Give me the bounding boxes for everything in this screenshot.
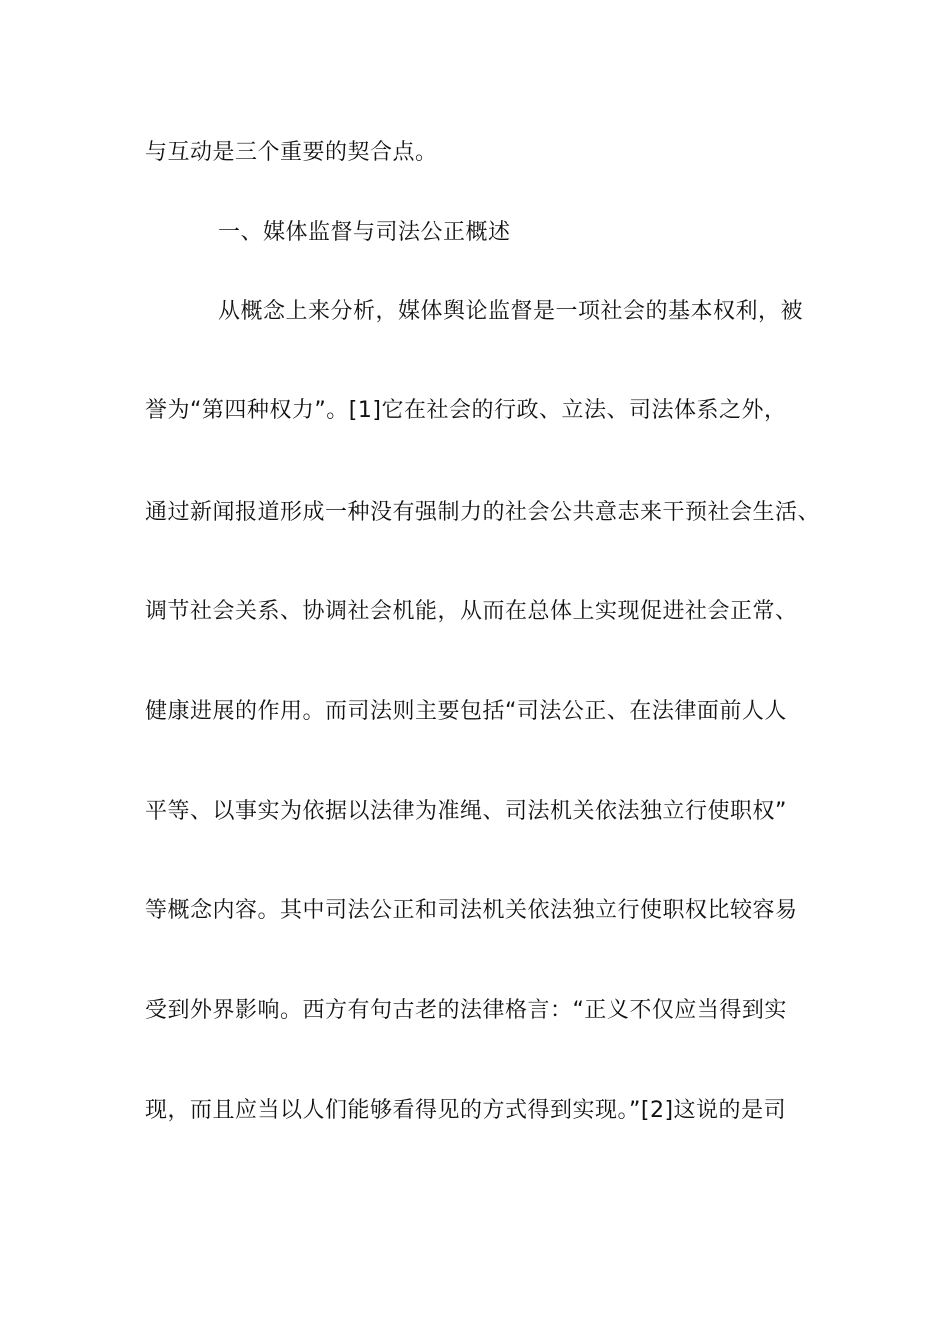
paragraph-line: 平等、以事实为依据以法律为准绳、司法机关依法独立行使职权”: [145, 799, 787, 824]
paragraph-line: 通过新闻报道形成一种没有强制力的社会公共意志来干预社会生活、: [145, 500, 821, 525]
paragraph-line: 现，而且应当以人们能够看得见的方式得到实现。”[2]这说的是司: [145, 1098, 787, 1123]
paragraph-line: 健康进展的作用。而司法则主要包括“司法公正、在法律面前人人: [145, 699, 787, 724]
paragraph-line: 等概念内容。其中司法公正和司法机关依法独立行使职权比较容易: [145, 898, 798, 923]
paragraph-line: 誉为“第四种权力”。[1]它在社会的行政、立法、司法体系之外，: [145, 398, 787, 423]
section-heading: 一、媒体监督与司法公正概述: [218, 220, 511, 245]
paragraph-line: 调节社会关系、协调社会机能，从而在总体上实现促进社会正常、: [145, 599, 798, 624]
paragraph-line: 从概念上来分析，媒体舆论监督是一项社会的基本权利，被: [218, 299, 804, 324]
paragraph-line: 与互动是三个重要的契合点。: [145, 140, 438, 165]
paragraph-line: 受到外界影响。西方有句古老的法律格言：“正义不仅应当得到实: [145, 998, 787, 1023]
